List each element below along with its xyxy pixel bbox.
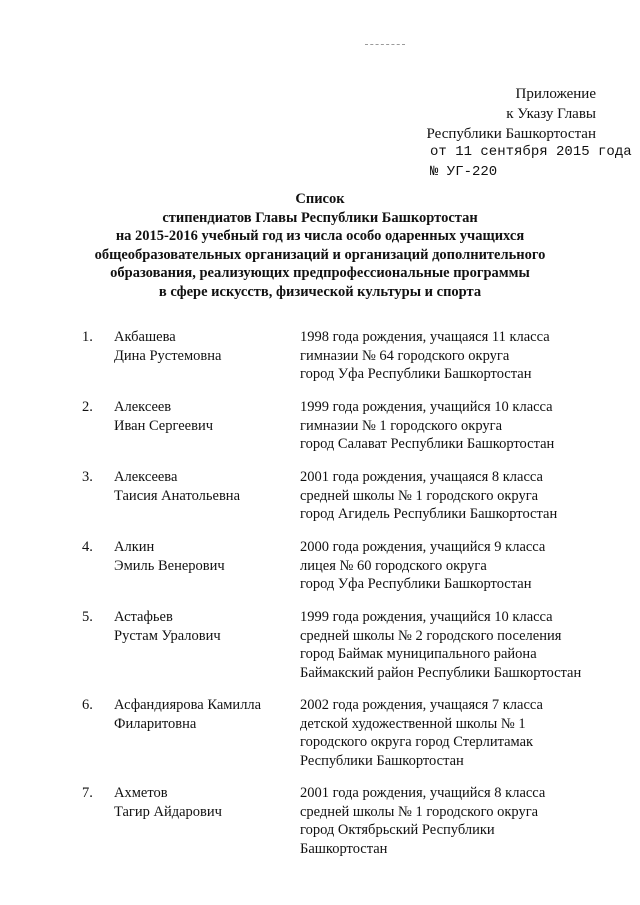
- entry-description-line: 2000 года рождения, учащийся 9 класса: [300, 539, 546, 555]
- appendix-line-2: к Указу Главы: [506, 106, 596, 122]
- entry-number: 4.: [82, 539, 93, 555]
- entry-description-line: Башкортостан: [300, 840, 388, 857]
- entry-description-line: гимназии № 1 городского округа: [300, 417, 503, 434]
- entry-number: 7.: [82, 785, 93, 801]
- entry-name-line: Эмиль Венерович: [114, 557, 225, 574]
- entry-number: 2.: [82, 399, 93, 415]
- entry-name-line: Астафьев: [114, 609, 173, 625]
- entry-description-line: 1999 года рождения, учащийся 10 класса: [300, 399, 553, 415]
- entry-description-line: город Уфа Республики Башкортостан: [300, 366, 532, 382]
- title-line: на 2015-2016 учебный год из числа особо одаренных учащихся: [115, 228, 525, 244]
- entry-description-line: средней школы № 1 городского округа: [300, 803, 539, 820]
- entry-description-line: городского округа город Стерлитамак: [300, 734, 534, 750]
- entry-name: [114, 784, 294, 821]
- entry-description-line: средней школы № 1 городского округа: [300, 487, 539, 504]
- decree-date: от 11 сентября 2015 года: [430, 144, 632, 160]
- entry-description-line: гимназии № 64 городского округа: [300, 347, 510, 364]
- entry-description-line: город Октябрьский Республики: [300, 822, 495, 838]
- appendix-block: [427, 84, 596, 144]
- entry-name-line: Асфандиярова Камилла: [114, 697, 262, 713]
- entry-description-line: 1999 года рождения, учащийся 10 класса: [300, 609, 553, 625]
- appendix-line-1: Приложение: [515, 86, 596, 102]
- title-line: Список: [295, 191, 345, 207]
- entry-name-line: Алкин: [114, 539, 155, 555]
- entry-name-line: Таисия Анатольевна: [114, 487, 241, 504]
- entry-name-line: Рустам Уралович: [114, 627, 221, 644]
- entry-name: [114, 468, 294, 505]
- entry-name-line: Тагир Айдарович: [114, 803, 222, 820]
- entry-description: [300, 784, 610, 858]
- title-line: стипендиатов Главы Республики Башкортостан: [162, 209, 478, 226]
- title-line: общеобразовательных организаций и организаций дополнительного: [94, 246, 546, 263]
- decree-reference: [430, 142, 632, 182]
- entry-description-line: город Салават Республики Башкортостан: [300, 436, 555, 452]
- decree-number: № УГ-220: [430, 164, 498, 180]
- entry-description-line: 2002 года рождения, учащаяся 7 класса: [300, 697, 543, 713]
- entry-description-line: 1998 года рождения, учащаяся 11 класса: [300, 329, 550, 345]
- entry-number: 1.: [82, 329, 93, 345]
- entry-description: [300, 468, 610, 524]
- top-scan-mark: [365, 44, 405, 45]
- entry-name: [114, 398, 294, 435]
- entry-description-line: 2001 года рождения, учащаяся 8 класса: [300, 469, 543, 485]
- entry-name-line: Филаритовна: [114, 715, 197, 732]
- entry-number: 5.: [82, 609, 93, 625]
- entry-description-line: город Агидель Республики Башкортостан: [300, 506, 558, 522]
- entry-description-line: детской художественной школы № 1: [300, 715, 526, 732]
- title-line: образования, реализующих предпрофессиональные программы: [110, 265, 530, 281]
- entry-name: [114, 328, 294, 365]
- entry-description: [300, 538, 610, 594]
- document-title: [0, 190, 640, 301]
- entry-name-line: Алексеева: [114, 469, 178, 485]
- entry-description-line: лицея № 60 городского округа: [300, 557, 487, 574]
- entry-description: [300, 608, 610, 682]
- entry-description-line: Баймакский район Республики Башкортостан: [300, 664, 582, 681]
- entry-description-line: Республики Башкортостан: [300, 752, 464, 769]
- entry-number: 3.: [82, 469, 93, 485]
- entry-name: [114, 538, 294, 575]
- appendix-line-3: Республики Башкортостан: [426, 126, 596, 142]
- entry-name-line: Иван Сергеевич: [114, 417, 214, 434]
- entry-name: [114, 696, 294, 733]
- entry-description-line: город Уфа Республики Башкортостан: [300, 576, 532, 592]
- title-line: в сфере искусств, физической культуры и спорта: [158, 283, 482, 300]
- entry-description: [300, 398, 610, 454]
- entry-description-line: город Баймак муниципального района: [300, 646, 537, 662]
- entry-name: [114, 608, 294, 645]
- entry-number: 6.: [82, 697, 93, 713]
- entry-name-line: Ахметов: [114, 785, 168, 801]
- entry-description: [300, 328, 610, 384]
- entry-description-line: 2001 года рождения, учащийся 8 класса: [300, 785, 546, 801]
- entry-description-line: средней школы № 2 городского поселения: [300, 627, 562, 644]
- entry-description: [300, 696, 610, 770]
- entry-name-line: Алексеев: [114, 399, 172, 415]
- entry-name-line: Акбашева: [114, 329, 176, 345]
- entry-name-line: Дина Рустемовна: [114, 347, 222, 364]
